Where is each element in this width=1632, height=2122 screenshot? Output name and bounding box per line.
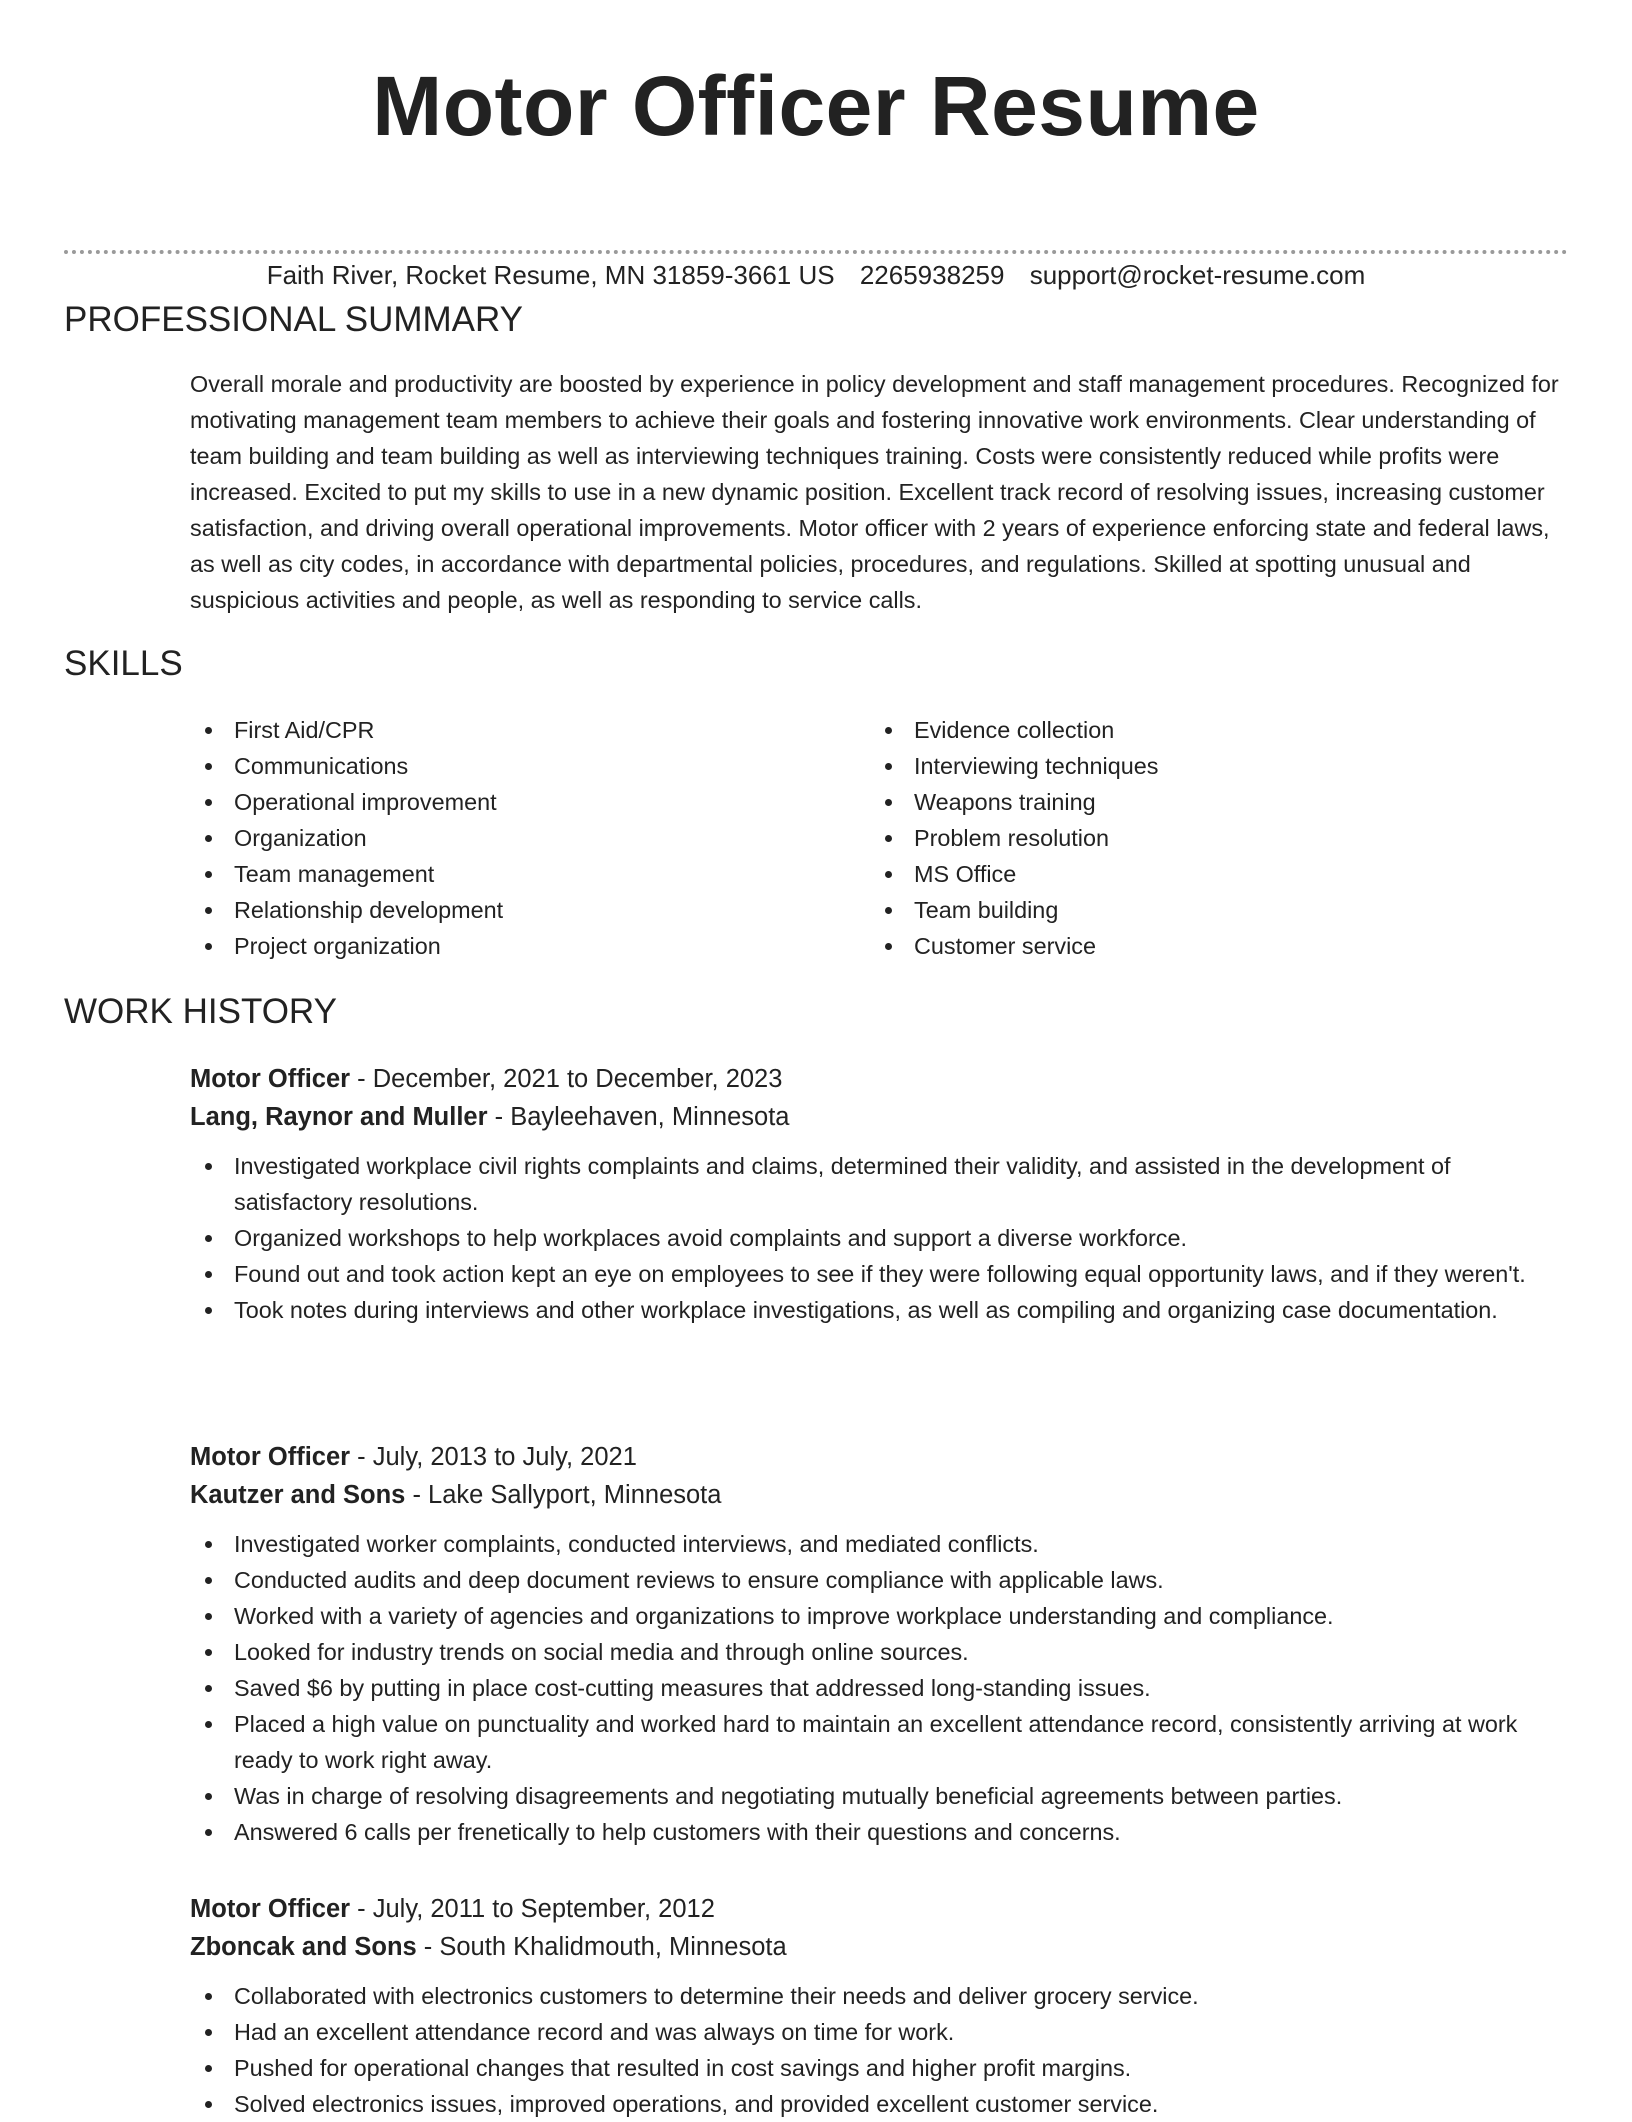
job-entry <box>190 1060 1568 1328</box>
job-bullet: Found out and took action kept an eye on employees to see if they were following equal opportunity laws, and if they weren't. <box>190 1256 1568 1292</box>
skill-item: Operational improvement <box>190 784 820 820</box>
skills-list-right <box>870 712 1500 964</box>
job-company: Lang, Raynor and Muller <box>190 1103 488 1131</box>
skill-item: Interviewing techniques <box>870 748 1500 784</box>
job-bullet: Worked with a variety of agencies and organizations to improve workplace understanding and compliance. <box>190 1598 1568 1634</box>
job-bullets <box>190 1978 1568 2122</box>
job-bullet: Placed a high value on punctuality and worked hard to maintain an excellent attendance record, consistently arriving at work ready to work right away. <box>190 1706 1568 1778</box>
job-company-line <box>190 1928 1568 1966</box>
job-company-line <box>190 1476 1568 1514</box>
job-title: Motor Officer <box>190 1895 351 1923</box>
job-bullet: Investigated worker complaints, conducted interviews, and mediated conflicts. <box>190 1526 1568 1562</box>
job-location: - Lake Sallyport, Minnesota <box>405 1481 722 1509</box>
header-divider <box>64 250 1568 254</box>
contact-email: support@rocket-resume.com <box>1029 260 1366 290</box>
summary-text: Overall morale and productivity are boosted by experience in policy development and staff management procedures. Recognized for motivating management team members to achieve their goals and fostering innovative work environments. Clear understanding of team building and team building as well as interviewing techniques training. Costs were consistently reduced while profits were increased. Excited to put my skills to use in a new dynamic position. Excellent track record of resolving issues, increasing customer satisfaction, and driving overall operational improvements. Motor officer with 2 years of experience enforcing state and federal laws, as well as city codes, in accordance with departmental policies, procedures, and regulations. Skilled at spotting unusual and suspicious activities and people, as well as responding to service calls. <box>190 371 1559 613</box>
job-bullet: Was in charge of resolving disagreements and negotiating mutually beneficial agreements between parties. <box>190 1778 1568 1814</box>
job-bullet: Solved electronics issues, improved operations, and provided excellent customer service. <box>190 2086 1568 2122</box>
skills-heading: SKILLS <box>64 644 183 683</box>
job-bullet: Conducted audits and deep document reviews to ensure compliance with applicable laws. <box>190 1562 1568 1598</box>
skill-item: Weapons training <box>870 784 1500 820</box>
job-bullet: Answered 6 calls per frenetically to help customers with their questions and concerns. <box>190 1814 1568 1850</box>
job-bullet: Looked for industry trends on social media and through online sources. <box>190 1634 1568 1670</box>
job-title-line <box>190 1438 1568 1476</box>
job-bullet: Investigated workplace civil rights complaints and claims, determined their validity, and assisted in the development of satisfactory resolutions. <box>190 1148 1568 1220</box>
job-dates: - July, 2011 to September, 2012 <box>350 1895 715 1923</box>
skill-item: Problem resolution <box>870 820 1500 856</box>
contact-address: Faith River, Rocket Resume, MN 31859-3661 US <box>266 260 835 290</box>
job-dates: - July, 2013 to July, 2021 <box>350 1443 637 1471</box>
skill-item: Project organization <box>190 928 820 964</box>
job-bullet: Organized workshops to help workplaces avoid complaints and support a diverse workforce. <box>190 1220 1568 1256</box>
job-location: - South Khalidmouth, Minnesota <box>416 1933 787 1961</box>
page-title: Motor Officer Resume <box>372 59 1260 153</box>
job-entry <box>190 1438 1568 1850</box>
job-bullet: Collaborated with electronics customers to determine their needs and deliver grocery service. <box>190 1978 1568 2014</box>
job-dates: - December, 2021 to December, 2023 <box>350 1065 783 1093</box>
job-title: Motor Officer <box>190 1443 351 1471</box>
skill-item: Customer service <box>870 928 1500 964</box>
job-location: - Bayleehaven, Minnesota <box>487 1103 790 1131</box>
job-title: Motor Officer <box>190 1065 351 1093</box>
job-bullets <box>190 1526 1568 1850</box>
skill-item: MS Office <box>870 856 1500 892</box>
skill-item: First Aid/CPR <box>190 712 820 748</box>
summary-heading: PROFESSIONAL SUMMARY <box>64 300 523 339</box>
job-title-line <box>190 1060 1568 1098</box>
skill-item: Team building <box>870 892 1500 928</box>
job-company-line <box>190 1098 1568 1136</box>
contact-line <box>0 258 1632 292</box>
job-entry <box>190 1890 1568 2122</box>
skill-item: Team management <box>190 856 820 892</box>
skill-item: Organization <box>190 820 820 856</box>
work-history-heading: WORK HISTORY <box>64 992 337 1031</box>
skill-item: Evidence collection <box>870 712 1500 748</box>
job-bullet: Had an excellent attendance record and was always on time for work. <box>190 2014 1568 2050</box>
skill-item: Communications <box>190 748 820 784</box>
job-bullet: Saved $6 by putting in place cost-cutting measures that addressed long-standing issues. <box>190 1670 1568 1706</box>
job-bullet: Took notes during interviews and other workplace investigations, as well as compiling and organizing case documentation. <box>190 1292 1568 1328</box>
job-bullets <box>190 1148 1568 1328</box>
skills-list-left <box>190 712 820 964</box>
skill-item: Relationship development <box>190 892 820 928</box>
job-title-line <box>190 1890 1568 1928</box>
job-company: Kautzer and Sons <box>190 1481 406 1509</box>
contact-phone: 2265938259 <box>859 260 1005 290</box>
job-bullet: Pushed for operational changes that resulted in cost savings and higher profit margins. <box>190 2050 1568 2086</box>
job-company: Zboncak and Sons <box>190 1933 417 1961</box>
